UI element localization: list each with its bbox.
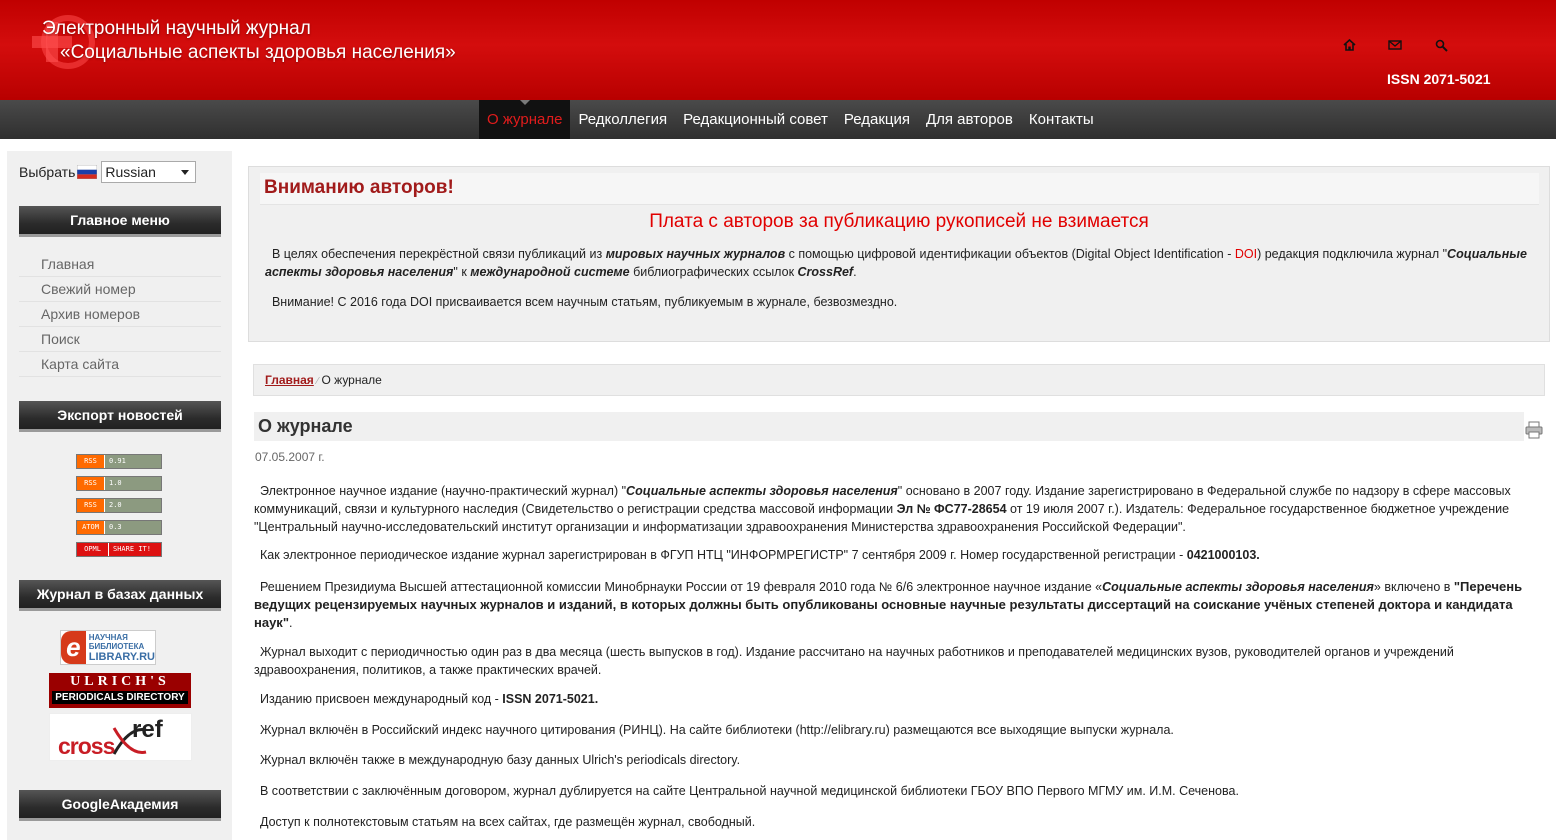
feed-button[interactable] <box>76 454 162 469</box>
notice-fee-text: Плата с авторов за публикацию рукописей не взимается <box>649 211 1149 232</box>
article-title-bar <box>254 412 1524 441</box>
menu-item[interactable]: Свежий номер <box>19 277 221 302</box>
elibrary-e-icon: e <box>61 631 86 664</box>
elibrary-line2: БИБЛИОТЕКА <box>88 641 145 651</box>
search-icon[interactable] <box>1432 36 1450 54</box>
menu-item[interactable]: Карта сайта <box>19 352 221 377</box>
home-icon[interactable] <box>1340 36 1358 54</box>
ulrichs-logo[interactable] <box>49 673 191 708</box>
feed-type: RSS <box>77 455 105 468</box>
nav-item-0[interactable]: О журнале <box>479 100 570 139</box>
menu-item[interactable]: Главная <box>19 252 221 277</box>
site-title[interactable] <box>42 17 456 65</box>
authors-notice <box>248 166 1550 342</box>
feed-type: OPML <box>77 543 109 556</box>
feed-button[interactable] <box>76 520 162 535</box>
article-paragraph: Как электронное периодическое издание журнал зарегистрирован в ФГУП НТЦ "ИНФОРМРЕГИСТР" 7 сентября 2009 г. Номер государственной регистрации - 0421000103. <box>260 548 1260 562</box>
breadcrumb <box>253 364 1545 396</box>
header-icons <box>1340 36 1450 54</box>
feed-type: ATOM <box>77 521 105 534</box>
nav-item-3[interactable]: Редакция <box>843 111 910 128</box>
article-paragraph: Журнал включён в Российский индекс научного цитирования (РИНЦ). На сайте библиотеки (http://elibrary.ru) размещаются все выходящие выпуски журнала. <box>260 723 1174 737</box>
breadcrumb-current: О журнале <box>321 373 382 387</box>
print-icon[interactable] <box>1525 421 1543 439</box>
language-select[interactable]: Russian <box>101 161 196 183</box>
article-paragraph: Журнал включён также в международную базу данных Ulrich's periodicals directory. <box>260 753 741 767</box>
main-menu-header: Главное меню <box>19 206 221 237</box>
nav-item-5[interactable]: Контакты <box>1028 111 1094 128</box>
site-title-line2: «Социальные аспекты здоровья населения» <box>60 42 456 63</box>
doi-link[interactable]: DOI <box>1234 247 1258 261</box>
menu-item[interactable]: Поиск <box>19 327 221 352</box>
crossref-logo[interactable] <box>49 713 192 761</box>
feed-version: 2.0 <box>105 499 161 512</box>
nav-item-4[interactable]: Для авторов <box>925 111 1013 128</box>
article-paragraph: Доступ к полнотекстовым статьям на всех сайтах, где размещён журнал, свободный. <box>260 815 756 829</box>
crossref-part1: cross <box>58 733 115 759</box>
nav-item-1[interactable]: Редколлегия <box>578 111 668 128</box>
article-title: О журнале <box>258 416 353 436</box>
ulrichs-line2: PERIODICALS DIRECTORY <box>52 691 188 704</box>
nav-item-2[interactable]: Редакционный совет <box>683 111 828 128</box>
article-date: 07.05.2007 г. <box>255 450 325 464</box>
article-paragraph: Электронное научное издание (научно-практический журнал) "Социальные аспекты здоровья населения" основано в 2007 году. Издание зарегистрировано в Федеральной службе по надзору в сфере массовых коммуникаций, связи и культурного наследия (Свидетельство о регистрации средства массовой информации Эл № ФС77-28654 от 19 июля 2007 г.). Издатель: Федеральное государственное бюджетное учреждение "Центральный научно-исследовательский институт организации и информатизации здравоохранения Министерства здравоохранения Российской Федерации". <box>254 484 1511 534</box>
feed-version: 1.0 <box>105 477 161 490</box>
notice-doi-paragraph: В целях обеспечения перекрёстной связи публикаций из мировых научных журналов с помощью цифровой идентификации объектов (Digital Object Identification - DOI) редакция подключила журнал "Социальные аспекты здоровья населения" к международной системе библиографических ссылок CrossRef. <box>265 247 1527 279</box>
menu-item[interactable]: Архив номеров <box>19 302 221 327</box>
site-title-line1: Электронный научный журнал <box>42 18 311 39</box>
notice-title: Вниманию авторов! <box>264 177 454 198</box>
mail-icon[interactable] <box>1386 36 1404 54</box>
feed-button[interactable] <box>76 476 162 491</box>
article-paragraph: Изданию присвоен международный код - ISSN 2071-5021. <box>260 692 599 706</box>
elibrary-logo[interactable] <box>60 630 156 665</box>
feed-version: 0.91 <box>105 455 161 468</box>
ulrichs-line1: ULRICH'S <box>70 674 170 689</box>
main-menu <box>19 252 221 377</box>
breadcrumb-separator-icon: ⁄ <box>316 376 319 387</box>
feed-type: RSS <box>77 477 105 490</box>
databases-header: Журнал в базах данных <box>19 580 221 611</box>
elibrary-line1: НАУЧНАЯ <box>88 632 128 642</box>
feed-links <box>76 454 162 564</box>
feed-version: 0.3 <box>105 521 161 534</box>
elibrary-line3: LIBRARY.RU <box>88 650 155 663</box>
language-selector <box>19 161 196 183</box>
export-news-header: Экспорт новостей <box>19 401 221 432</box>
site-header <box>0 0 1556 100</box>
sidebar <box>7 151 232 840</box>
feed-button[interactable] <box>76 542 162 557</box>
article-paragraph: Решением Президиума Высшей аттестационной комиссии Минобрнауки России от 19 февраля 2010 года № 6/6 электронное научное издание «Социальные аспекты здоровья населения» включено в "Перечень ведущих рецензируемых научных журналов и изданий, в которых должны быть опубликованы основные научные результаты диссертаций на соискание учёных степеней доктора и кандидата наук". <box>254 579 1523 630</box>
issn-label: ISSN 2071-5021 <box>1387 71 1491 87</box>
crossref-part2: ref <box>132 716 163 743</box>
feed-version: SHARE IT! <box>109 543 161 556</box>
article-paragraph: В соответствии с заключённым договором, журнал дублируется на сайте Центральной научной медицинской библиотеки ГБОУ ВПО Первого МГМУ им. И.М. Сеченова. <box>260 784 1239 798</box>
feed-type: RSS <box>77 499 105 512</box>
main-nav <box>0 100 1556 139</box>
language-label: Выбрать <box>19 164 76 180</box>
notice-doi-free-paragraph: Внимание! С 2016 года DOI присваивается всем научным статьям, публикуемым в журнале, безвозмездно. <box>271 295 898 309</box>
russia-flag-icon <box>77 165 97 179</box>
breadcrumb-home-link[interactable]: Главная <box>265 373 314 387</box>
google-scholar-header: GoogleАкадемия <box>19 790 221 821</box>
article-paragraph: Журнал выходит с периодичностью один раз в два месяца (шесть выпусков в год). Издание рассчитано на научных работников и преподавателей медицинских вузов, руководителей органов и учреждений здравоохранения, политиков, а также практических врачей. <box>254 645 1454 677</box>
feed-button[interactable] <box>76 498 162 513</box>
